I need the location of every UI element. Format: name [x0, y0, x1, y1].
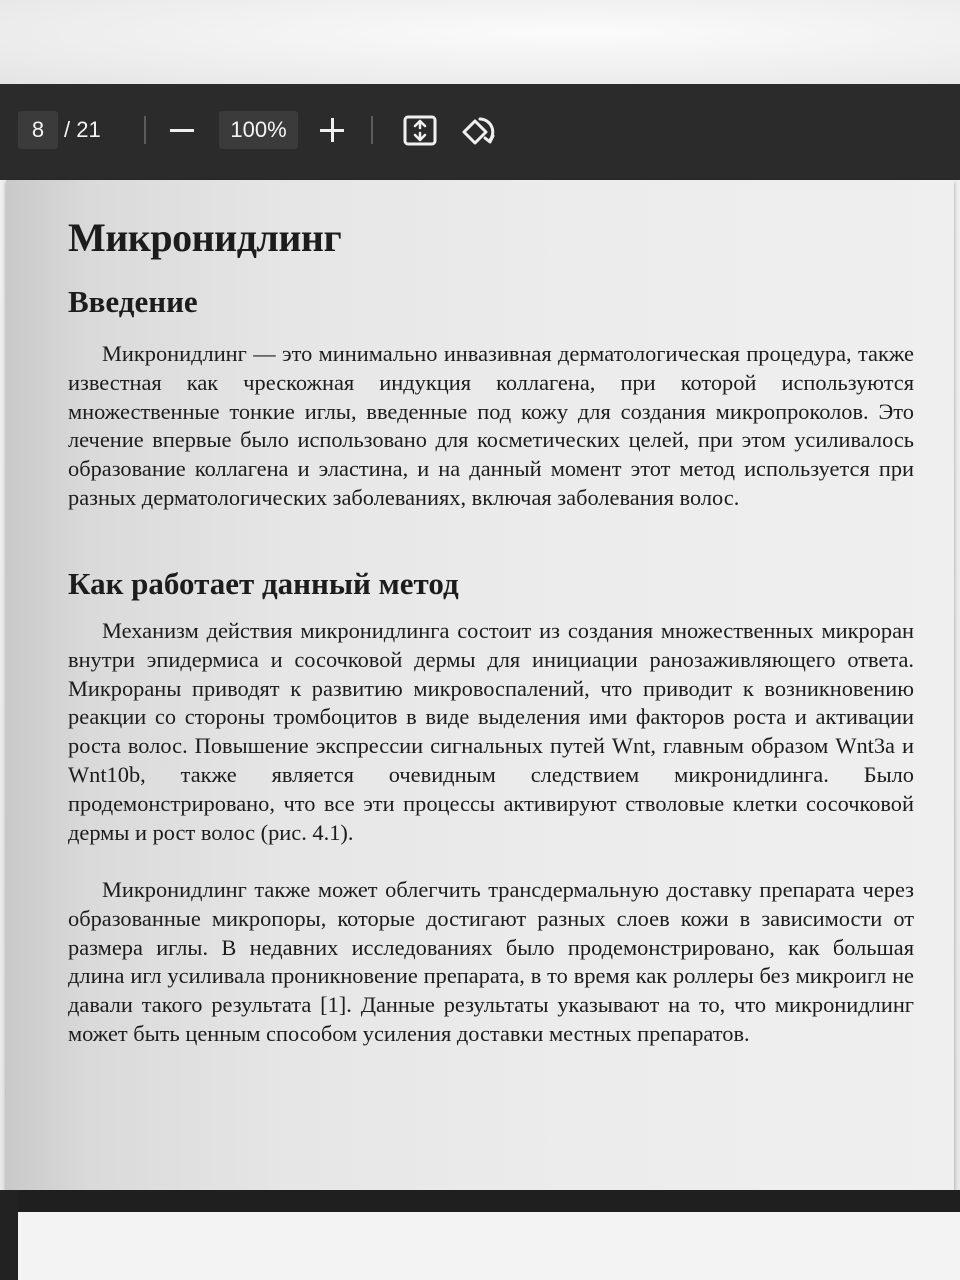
total-pages-label: / 21 — [64, 117, 101, 142]
paragraph: Микронидлинг — это минимально инвазивная дерматологическая процедура, также известная как чрескожная индукция коллагена, при которой используются множественные тонкие иглы, введенные под кожу для создания микропроколов. Это лечение впервые было использовано для косметических целей, при этом усиливалось образование коллагена и эластина, и на данный момент этот метод используется при разных дерматологических заболеваниях, включая заболевания волос. — [68, 341, 914, 510]
minus-icon[interactable] — [164, 111, 200, 149]
rotate-icon[interactable] — [456, 112, 498, 150]
viewer-edge — [0, 1190, 18, 1280]
zoom-level-input[interactable]: 100% — [219, 111, 298, 149]
next-page-preview — [18, 1212, 960, 1280]
current-page-input[interactable]: 8 — [18, 111, 58, 149]
plus-icon[interactable] — [314, 111, 350, 149]
section-heading: Введение — [68, 284, 198, 319]
section-heading: Как работает данный метод — [68, 566, 459, 601]
paragraph: Механизм действия микронидлинга состоит из создания множественных микроран внутри эпидермиса и сосочковой дермы для инициации ранозаживляющего ответа. Микрораны приводят к развитию микровоспалений, что приводит к возникновению реакции со стороны тромбоцитов в виде выделения ими факторов роста и активации роста волос. Повышение экспрессии сигнальных путей Wnt, главным образом Wnt3a и Wnt10b, также является очевидным следствием микронидлинга. Было продемонстрировано, что все эти процессы активируют стволовые клетки сосочковой дермы и рост волос (рис. 4.1). — [68, 618, 914, 845]
chapter-title: Микронидлинг — [68, 215, 342, 260]
background-glare — [0, 0, 960, 84]
toolbar-divider — [144, 116, 146, 144]
toolbar-divider — [371, 116, 373, 144]
page-separator — [0, 1190, 960, 1212]
fit-to-page-icon[interactable] — [399, 112, 441, 150]
document-page — [6, 180, 954, 1190]
paragraph: Микронидлинг также может облегчить трансдермальную доставку препарата через образованные микропоры, которые достигают разных слоев кожи в зависимости от размера иглы. В недавних исследованиях было продемонстрировано, как большая длина игл усиливала проникновение препарата, в то время как роллеры без микроигл не давали такого результата [1]. Данные результаты указывают на то, что микронидлинг может быть ценным способом усиления доставки местных препаратов. — [68, 877, 914, 1046]
pdf-viewer-toolbar — [0, 84, 960, 180]
